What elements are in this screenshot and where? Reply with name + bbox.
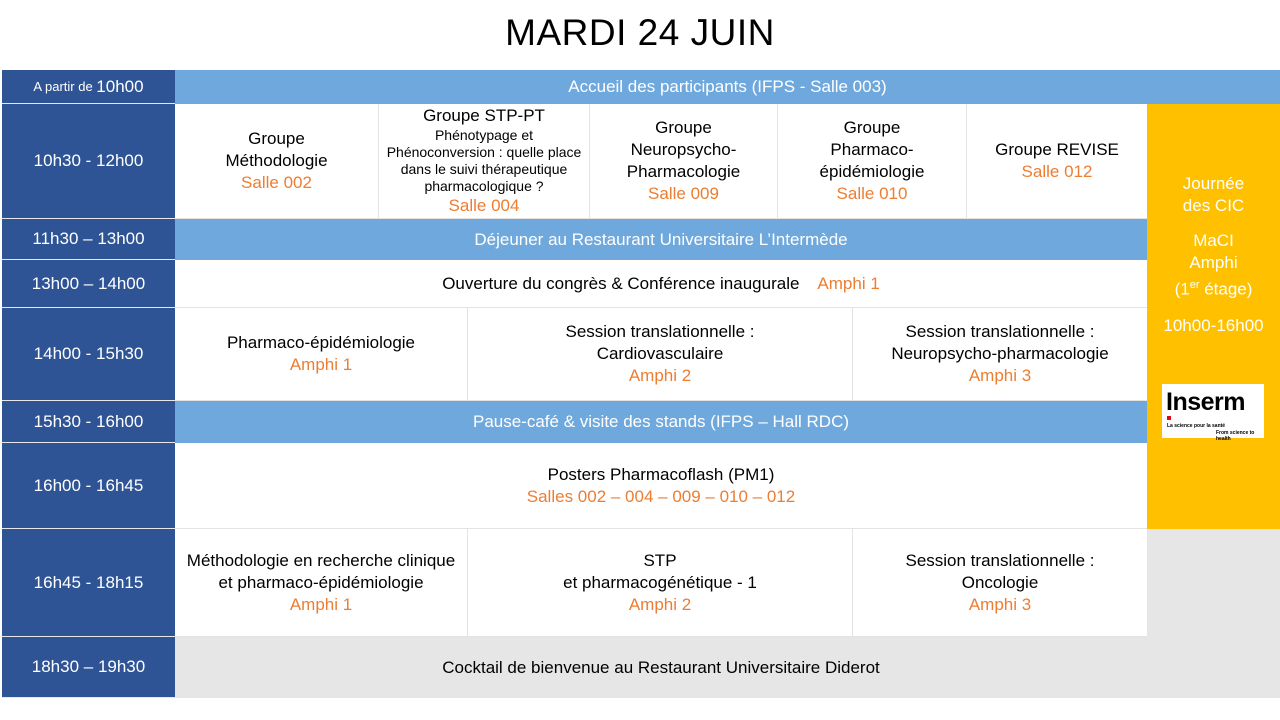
group-label: Groupe	[843, 118, 901, 137]
session-subtitle: Cardiovasculaire	[596, 344, 724, 363]
session-title: Session translationnelle :	[905, 550, 1095, 570]
room-label: Salle 009	[648, 184, 719, 203]
group-name: Méthodologie	[225, 151, 328, 170]
cic-floor-pre: (1	[1174, 279, 1190, 299]
session-methodologie	[175, 529, 468, 637]
time-slot-groups: 10h30 - 12h00	[2, 104, 175, 219]
group-description: dans le suivi thérapeutique	[400, 161, 568, 177]
room-label: Salle 002	[241, 173, 312, 192]
right-column-filler	[1147, 529, 1280, 698]
cic-hours: 10h00-16h00	[1163, 315, 1264, 335]
cic-location: MaCI	[1193, 231, 1234, 250]
session-title: Session translationnelle :	[905, 322, 1095, 341]
session-subtitle: et pharmacogénétique - 1	[563, 572, 757, 592]
cic-floor-sup: er	[1189, 279, 1200, 291]
room-label: Amphi 2	[628, 366, 692, 385]
cic-floor	[1175, 274, 1253, 301]
cic-location: Amphi	[1189, 253, 1238, 272]
session-title: Session translationnelle :	[565, 322, 755, 341]
inserm-logo-tagline: La science pour la santé	[1167, 423, 1226, 429]
group-label: Groupe	[655, 118, 712, 137]
group-label: Groupe	[248, 129, 305, 148]
group-name: Pharmaco-	[830, 140, 914, 159]
inserm-logo-word: Inserm	[1166, 388, 1245, 416]
group-neuropsycho	[590, 104, 778, 219]
time-value: 10h00	[96, 76, 144, 96]
group-name: Groupe STP-PT	[423, 106, 545, 125]
session-neuropsycho-pharmacologie	[853, 308, 1147, 401]
room-label: Amphi 3	[968, 594, 1032, 614]
time-slot-dejeuner: 11h30 – 13h00	[2, 219, 175, 260]
time-slot-ouverture: 13h00 – 14h00	[2, 260, 175, 308]
time-slot-posters: 16h00 - 16h45	[2, 443, 175, 529]
group-name: Groupe REVISE	[995, 140, 1119, 159]
group-name: épidémiologie	[819, 162, 925, 181]
accueil-banner: Accueil des participants (IFPS - Salle 003)	[175, 70, 1280, 104]
group-revise	[967, 104, 1147, 219]
session-title: Méthodologie en recherche clinique	[186, 550, 456, 570]
time-slot-pause: 15h30 - 16h00	[2, 401, 175, 443]
room-label: Salles 002 – 004 – 009 – 010 – 012	[526, 486, 796, 506]
room-label: Salle 004	[448, 196, 520, 215]
group-description: Phénotypage et	[434, 127, 534, 143]
group-methodologie	[175, 104, 379, 219]
cic-floor-post: étage)	[1199, 279, 1253, 299]
cocktail-session: Cocktail de bienvenue au Restaurant Universitaire Diderot	[175, 637, 1147, 698]
pause-banner: Pause-café & visite des stands (IFPS – Hall RDC)	[175, 401, 1147, 443]
posters-session	[175, 443, 1147, 529]
room-label: Amphi 1	[289, 594, 353, 614]
session-cardiovasculaire	[468, 308, 853, 401]
inserm-logo-tagline-en: From science to health	[1216, 430, 1255, 442]
time-slot-sessions-b: 16h45 - 18h15	[2, 529, 175, 637]
room-label: Amphi 1	[289, 355, 353, 374]
session-title: Ouverture du congrès & Conférence inaugurale	[442, 273, 800, 293]
session-title: Pharmaco-épidémiologie	[226, 333, 416, 352]
page-title: MARDI 24 JUIN	[505, 12, 775, 53]
journee-cic-block	[1147, 104, 1280, 529]
room-label: Salle 010	[836, 184, 908, 203]
session-subtitle: Oncologie	[961, 572, 1039, 592]
cic-title: des CIC	[1182, 196, 1245, 215]
group-pharmaco-epidemiologie	[778, 104, 967, 219]
session-pharmaco-epidemiologie	[175, 308, 468, 401]
time-slot-cocktail: 18h30 – 19h30	[2, 637, 175, 698]
dejeuner-banner: Déjeuner au Restaurant Universitaire L’Intermède	[175, 219, 1147, 260]
group-stp-pt	[379, 104, 590, 219]
time-slot-accueil	[2, 70, 175, 104]
room-label: Amphi 3	[968, 366, 1032, 385]
room-label: Amphi 2	[628, 594, 692, 614]
time-slot-sessions-a: 14h00 - 15h30	[2, 308, 175, 401]
session-oncologie	[853, 529, 1147, 637]
session-subtitle: Neuropsycho-pharmacologie	[891, 344, 1109, 363]
group-description: Phénoconversion : quelle place	[386, 144, 582, 160]
inserm-logo-dot	[1167, 416, 1171, 420]
session-stp-pharmacogenetique	[468, 529, 853, 637]
group-name: Neuropsycho-	[630, 140, 737, 159]
session-title: STP	[643, 550, 677, 570]
inserm-logo	[1162, 384, 1264, 442]
time-prefix: A partir de	[33, 79, 97, 94]
cic-title: Journée	[1182, 174, 1245, 193]
group-description: pharmacologique ?	[424, 178, 544, 194]
ouverture-session	[175, 260, 1147, 308]
room-label: Amphi 1	[817, 273, 880, 293]
session-title: Posters Pharmacoflash (PM1)	[547, 464, 775, 484]
room-label: Salle 012	[1021, 162, 1093, 181]
session-subtitle: et pharmaco-épidémiologie	[218, 572, 424, 592]
group-name: Pharmacologie	[626, 162, 741, 181]
